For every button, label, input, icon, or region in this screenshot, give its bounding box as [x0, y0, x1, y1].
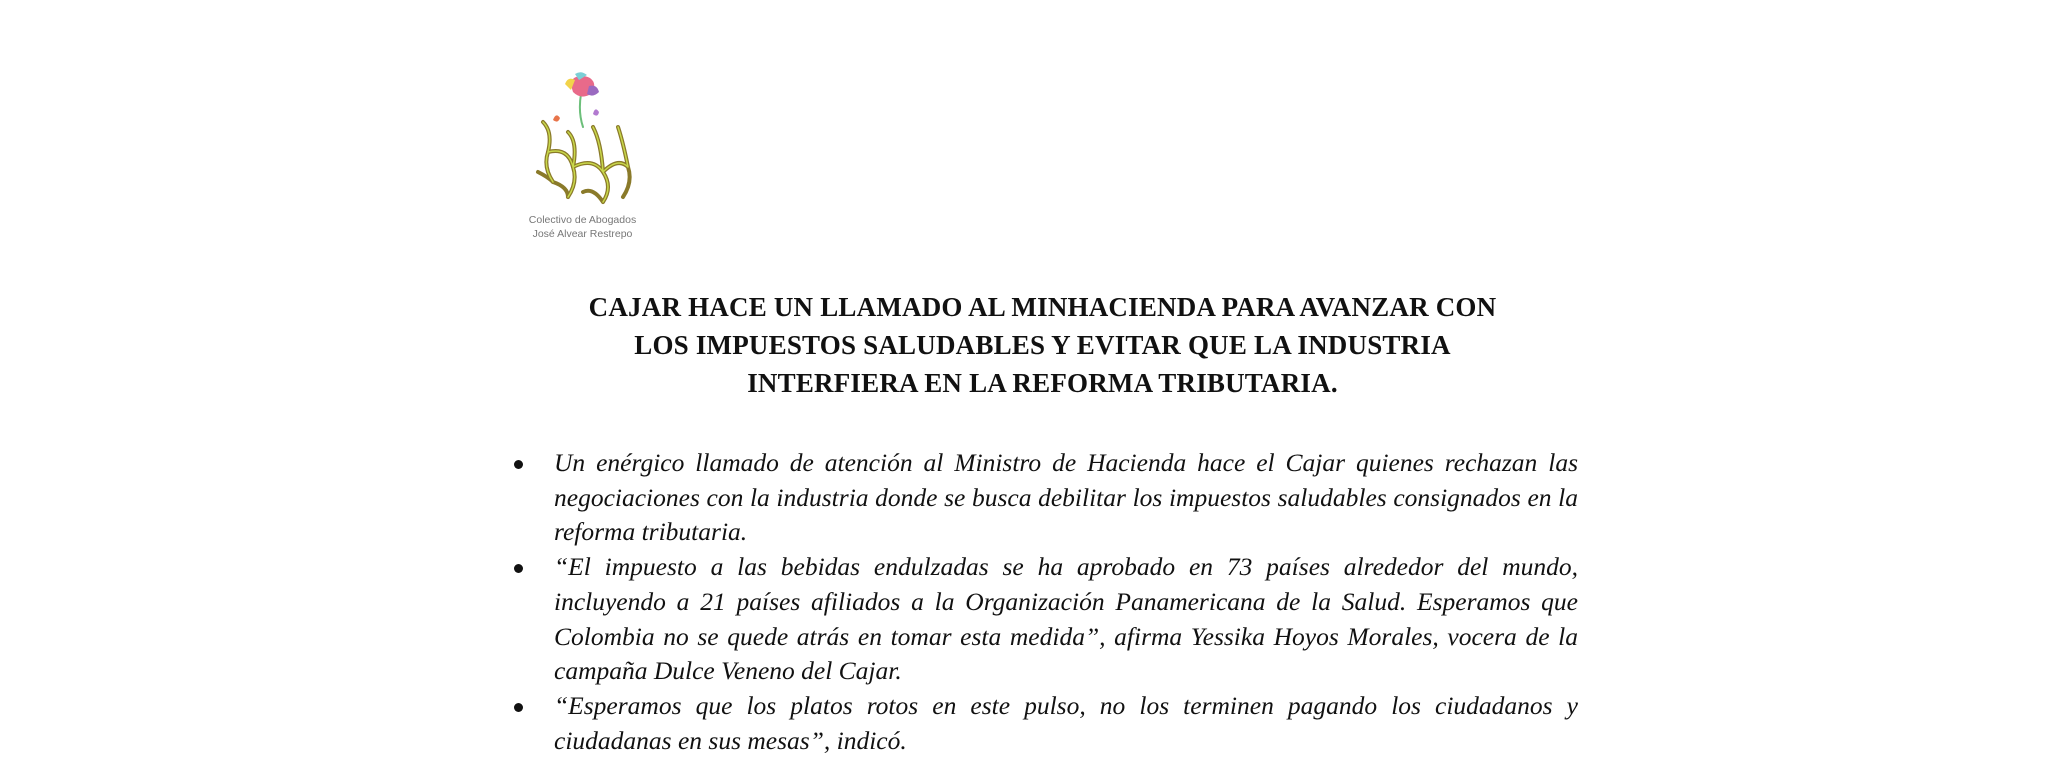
- cajar-logo: [515, 72, 650, 247]
- title-line-3: INTERFIERA EN LA REFORMA TRIBUTARIA.: [747, 368, 1338, 398]
- bullet-icon: [514, 460, 523, 469]
- bullet-icon: [514, 703, 523, 712]
- logo-text-line2: José Alvear Restrepo: [532, 228, 633, 240]
- bullet-text: “El impuesto a las bebidas endulzadas se ha aprobado en 73 países alrededor del mundo, incluyendo a 21 países afiliados a la Organización Panamericana de la Salud. Esperamos que Colombia no se quede atrás en tomar esta medida”, afirma Yessika Hoyos Morales, vocera de la campaña Dulce Veneno del Cajar.: [554, 552, 1578, 686]
- bullet-text: “Esperamos que los platos rotos en este pulso, no los terminen pagando los ciudadanos y ciudadanas en sus mesas”, indicó.: [554, 690, 1578, 755]
- title-line-1: CAJAR HACE UN LLAMADO AL MINHACIENDA PARA AVANZAR CON: [588, 292, 1497, 322]
- bullet-item: [514, 446, 1578, 550]
- bullet-list: [514, 446, 1578, 758]
- rose-net-logo-icon: [523, 72, 643, 212]
- bullet-icon: [514, 564, 523, 573]
- bullet-item: [514, 689, 1578, 758]
- page-title: [500, 288, 1585, 402]
- bullet-item: [514, 550, 1578, 689]
- bullet-text: Un enérgico llamado de atención al Ministro de Hacienda hace el Cajar quienes rechazan las negociaciones con la industria donde se busca debilitar los impuestos saludables consignados en la reforma tributaria.: [554, 448, 1578, 547]
- logo-text-line1: Colectivo de Abogados: [528, 214, 637, 226]
- title-line-2: LOS IMPUESTOS SALUDABLES Y EVITAR QUE LA INDUSTRIA: [634, 330, 1451, 360]
